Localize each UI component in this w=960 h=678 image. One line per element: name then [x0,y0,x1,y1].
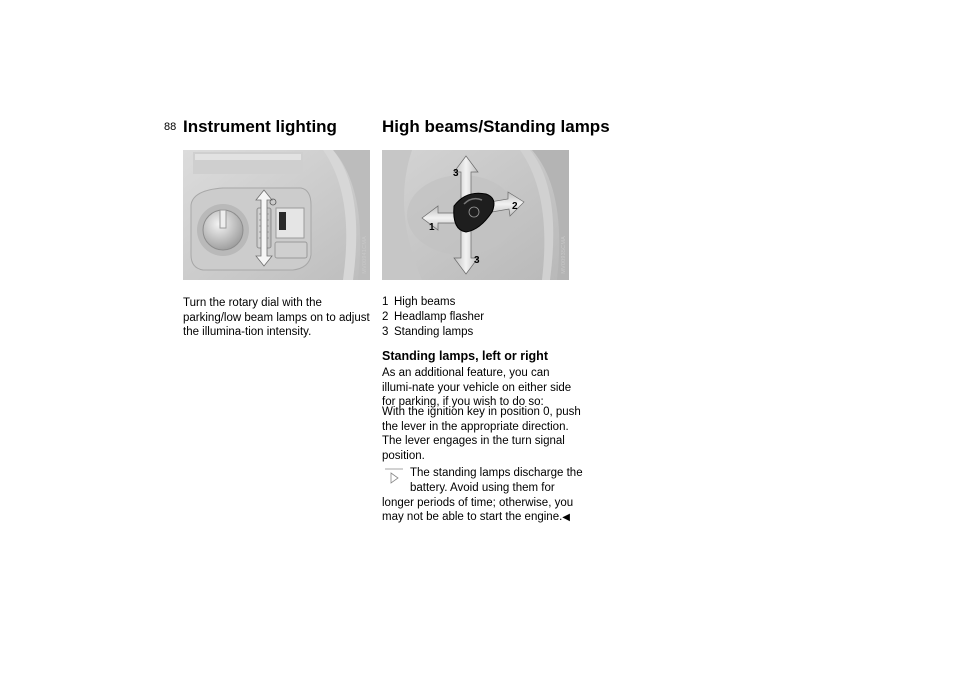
lever-function-list [382,295,484,340]
callout-1: 1 [429,222,435,233]
list-item-number: 3 [382,326,389,338]
list-item-label: High beams [394,296,456,308]
note-text-rest: battery. Avoid using them for longer periods of time; otherwise, you may not be able to start the engine. [382,482,574,523]
high-beams-title: High beams/Standing lamps [382,117,610,136]
figure-code: MV00941CMA [362,236,368,274]
callout-3-bottom: 3 [474,255,480,266]
standing-lamps-subheading: Standing lamps, left or right [382,349,548,363]
list-item [382,325,484,340]
list-item-number: 1 [382,296,389,308]
callout-3-top: 3 [453,168,459,179]
page-number: 88 [164,121,177,133]
list-item [382,295,484,310]
instrument-lighting-title: Instrument lighting [183,117,337,136]
note-text [382,481,582,526]
standing-lamps-paragraph-2: With the ignition key in position 0, push the lever in the appropriate direction. The lever engages in the turn signal position. [382,406,581,462]
high-beams-figure [382,150,569,280]
instrument-lighting-illustration [183,150,370,280]
list-item-label: Standing lamps [394,326,474,338]
note-text-first-line: The standing lamps discharge the [410,467,583,479]
list-item-number: 2 [382,311,389,323]
list-item [382,310,484,325]
end-of-section-icon: ◀ [562,512,570,523]
instrument-lighting-figure [183,150,370,280]
instrument-lighting-text: Turn the rotary dial with the parking/low beam lamps on to adjust the illumina-tion intensity. [183,297,370,338]
figure-code: MV00935CMA [561,236,567,274]
list-item-label: Headlamp flasher [394,311,485,323]
callout-2: 2 [512,201,518,212]
standing-lamps-paragraph-1: As an additional feature, you can illumi-nate your vehicle on either side for parking, if you wish to do so: [382,367,572,408]
